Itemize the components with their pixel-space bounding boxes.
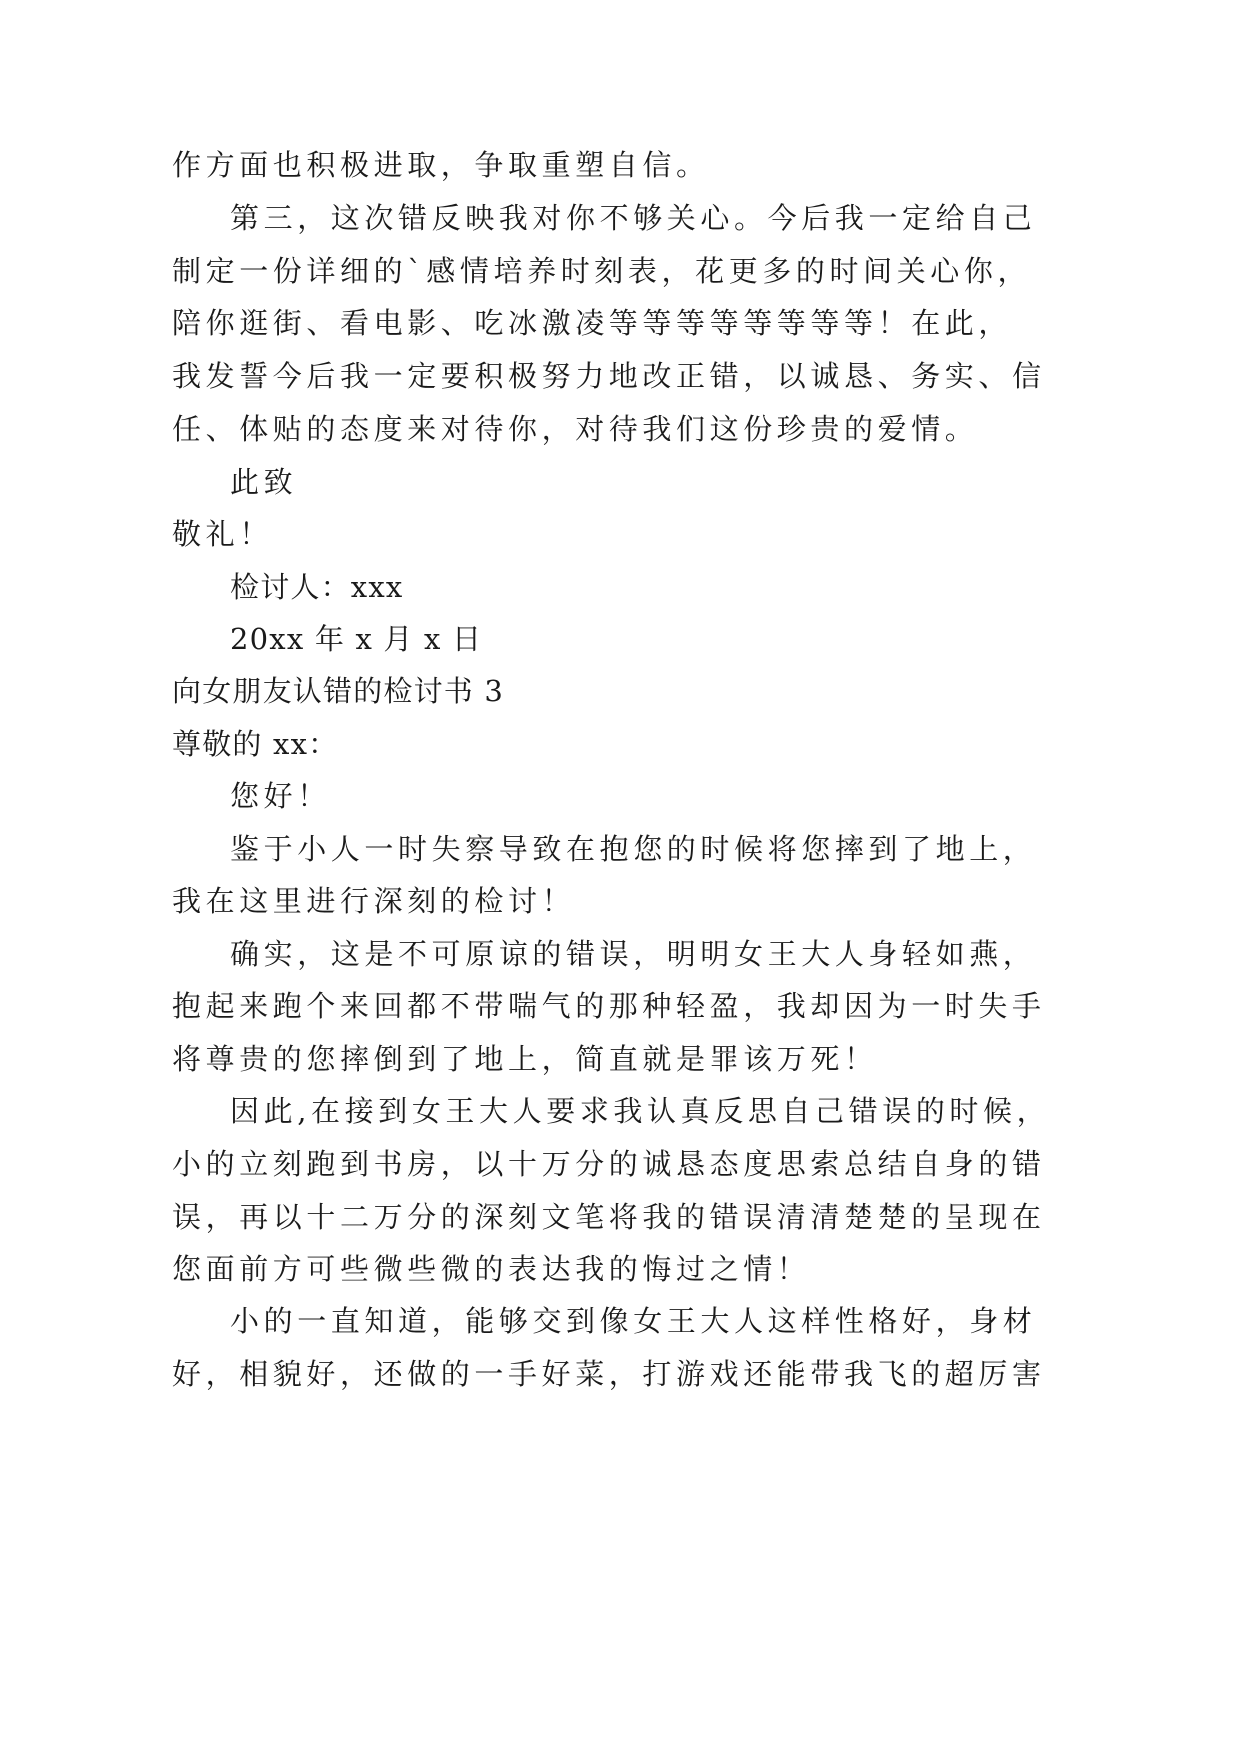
- text-line: 误，再以十二万分的深刻文笔将我的错误清清楚楚的呈现在: [172, 1200, 1046, 1234]
- date-line: 20xx 年 x 月 x 日: [230, 622, 483, 656]
- greeting-line: 您好！: [230, 779, 331, 813]
- section-title: 向女朋友认错的检讨书 3: [172, 674, 505, 708]
- text-line: 作方面也积极进取，争取重塑自信。: [172, 148, 710, 182]
- signer-line: 检讨人：xxx: [230, 570, 404, 604]
- text-line: 将尊贵的您摔倒到了地上，简直就是罪该万死！: [172, 1042, 878, 1076]
- text-line: 制定一份详细的`感情培养时刻表，花更多的时间关心你，: [172, 254, 1032, 288]
- text-line: 抱起来跑个来回都不带喘气的那种轻盈，我却因为一时失手: [172, 989, 1046, 1023]
- text-line: 我发誓今后我一定要积极努力地改正错，以诚恳、务实、信: [172, 359, 1046, 393]
- text-line: 您面前方可些微些微的表达我的悔过之情！: [172, 1252, 811, 1286]
- text-line: 好，相貌好，还做的一手好菜，打游戏还能带我飞的超厉害: [172, 1357, 1046, 1391]
- paragraph-line: 小的一直知道，能够交到像女王大人这样性格好，身材: [230, 1304, 1037, 1338]
- greeting-recipient: 尊敬的 xx：: [172, 727, 339, 761]
- text-line: 小的立刻跑到书房，以十万分的诚恳态度思索总结自身的错: [172, 1147, 1046, 1181]
- paragraph-line: 第三，这次错反映我对你不够关心。今后我一定给自己: [230, 201, 1037, 235]
- paragraph-line: 因此,在接到女王大人要求我认真反思自己错误的时候，: [230, 1094, 1051, 1128]
- text-line: 陪你逛街、看电影、吃冰激凌等等等等等等等等！在此，: [172, 306, 1013, 340]
- text-line: 我在这里进行深刻的检讨！: [172, 884, 576, 918]
- salutation-closing: 敬礼！: [172, 517, 273, 551]
- closing-phrase: 此致: [230, 465, 298, 499]
- text-line: 任、体贴的态度来对待你，对待我们这份珍贵的爱情。: [172, 412, 979, 446]
- paragraph-line: 鉴于小人一时失察导致在抱您的时候将您摔到了地上，: [230, 832, 1037, 866]
- paragraph-line: 确实，这是不可原谅的错误，明明女王大人身轻如燕，: [230, 937, 1037, 971]
